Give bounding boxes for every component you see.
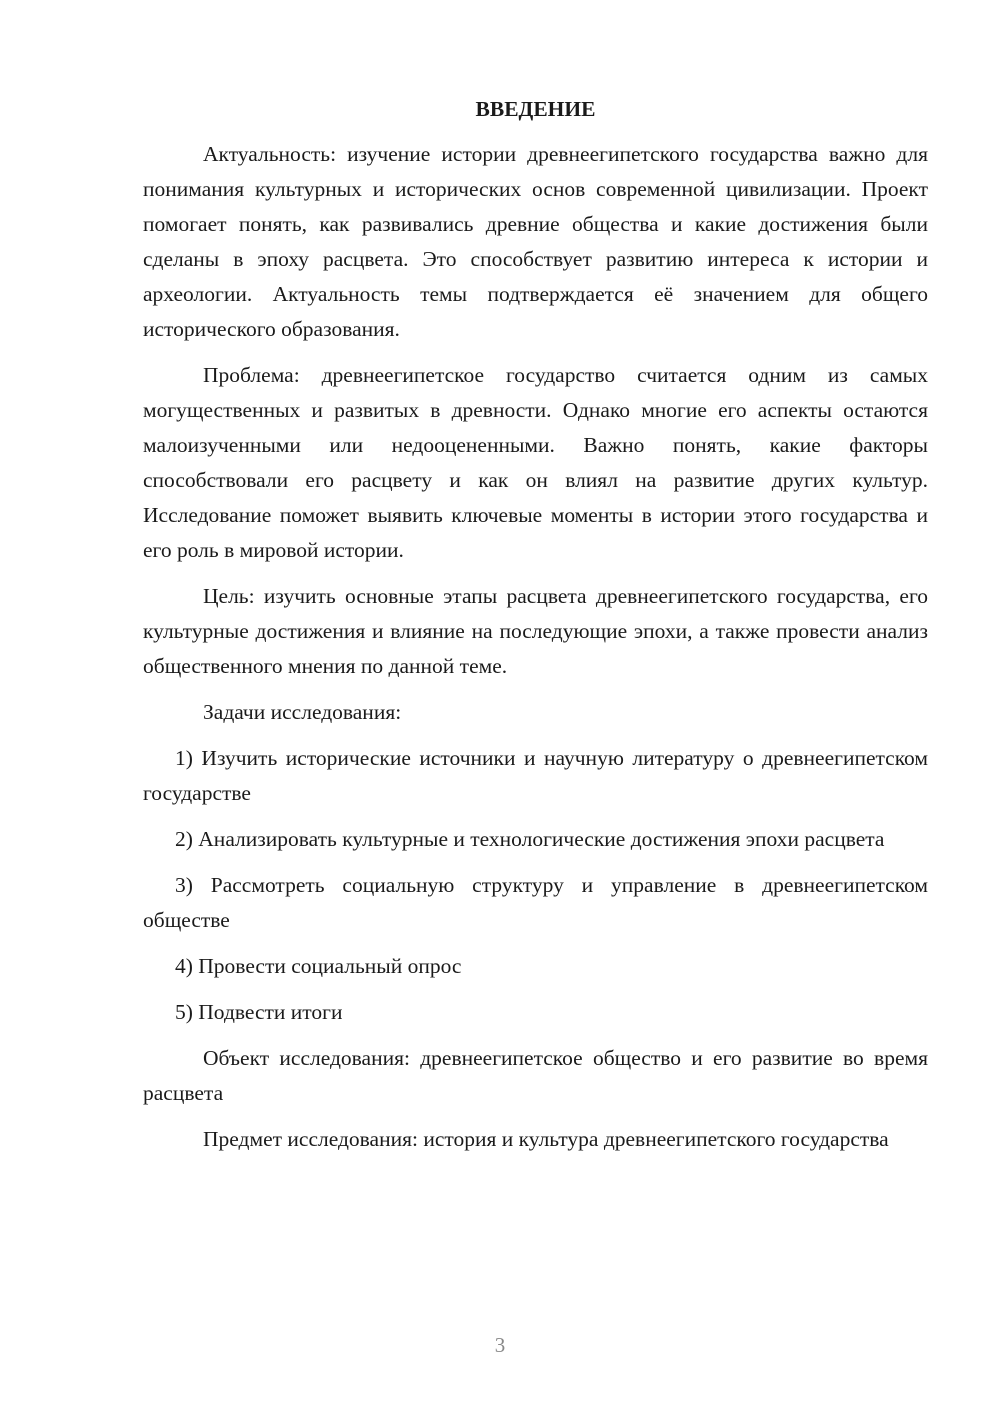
problem-paragraph: Проблема: древнеегипетское государство считается одним из самых могущественных и развитых в древности. Однако многие его аспекты остаются малоизученными или недооцененными. Важно понять, какие факторы способствовали его расцвету и как он влиял на развитие других культур. Исследование поможет выявить ключевые моменты в истории этого государства и его роль в мировой истории. [143,363,928,562]
relevance-paragraph: Актуальность: изучение истории древнеегипетского государства важно для понимания культурных и исторических основ современной цивилизации. Проект помогает понять, как развивались древние общества и какие достижения были сделаны в эпоху расцвета. Это способствует развитию интереса к истории и археологии. Актуальность темы подтверждается её значением для общего исторического образования. [143,142,928,341]
section-heading: ВВЕДЕНИЕ [475,97,596,121]
task-item-2: 2) Анализировать культурные и технологические достижения эпохи расцвета [175,827,885,851]
document-page [143,92,928,1168]
tasks-heading: Задачи исследования: [203,700,402,724]
task-item-3: 3) Рассмотреть социальную структуру и управление в древнеегипетском обществе [143,873,928,932]
page-number: 3 [494,1333,506,1357]
goal-paragraph: Цель: изучить основные этапы расцвета древнеегипетского государства, его культурные достижения и влияние на последующие эпохи, а также провести анализ общественного мнения по данной теме. [143,584,928,678]
subject-paragraph: Предмет исследования: история и культура древнеегипетского государства [203,1127,889,1151]
task-item-4: 4) Провести социальный опрос [175,954,462,978]
task-item-1: 1) Изучить исторические источники и научную литературу о древнеегипетском государстве [143,746,928,805]
task-item-5: 5) Подвести итоги [175,1000,343,1024]
object-paragraph: Объект исследования: древнеегипетское общество и его развитие во время расцвета [143,1046,928,1105]
